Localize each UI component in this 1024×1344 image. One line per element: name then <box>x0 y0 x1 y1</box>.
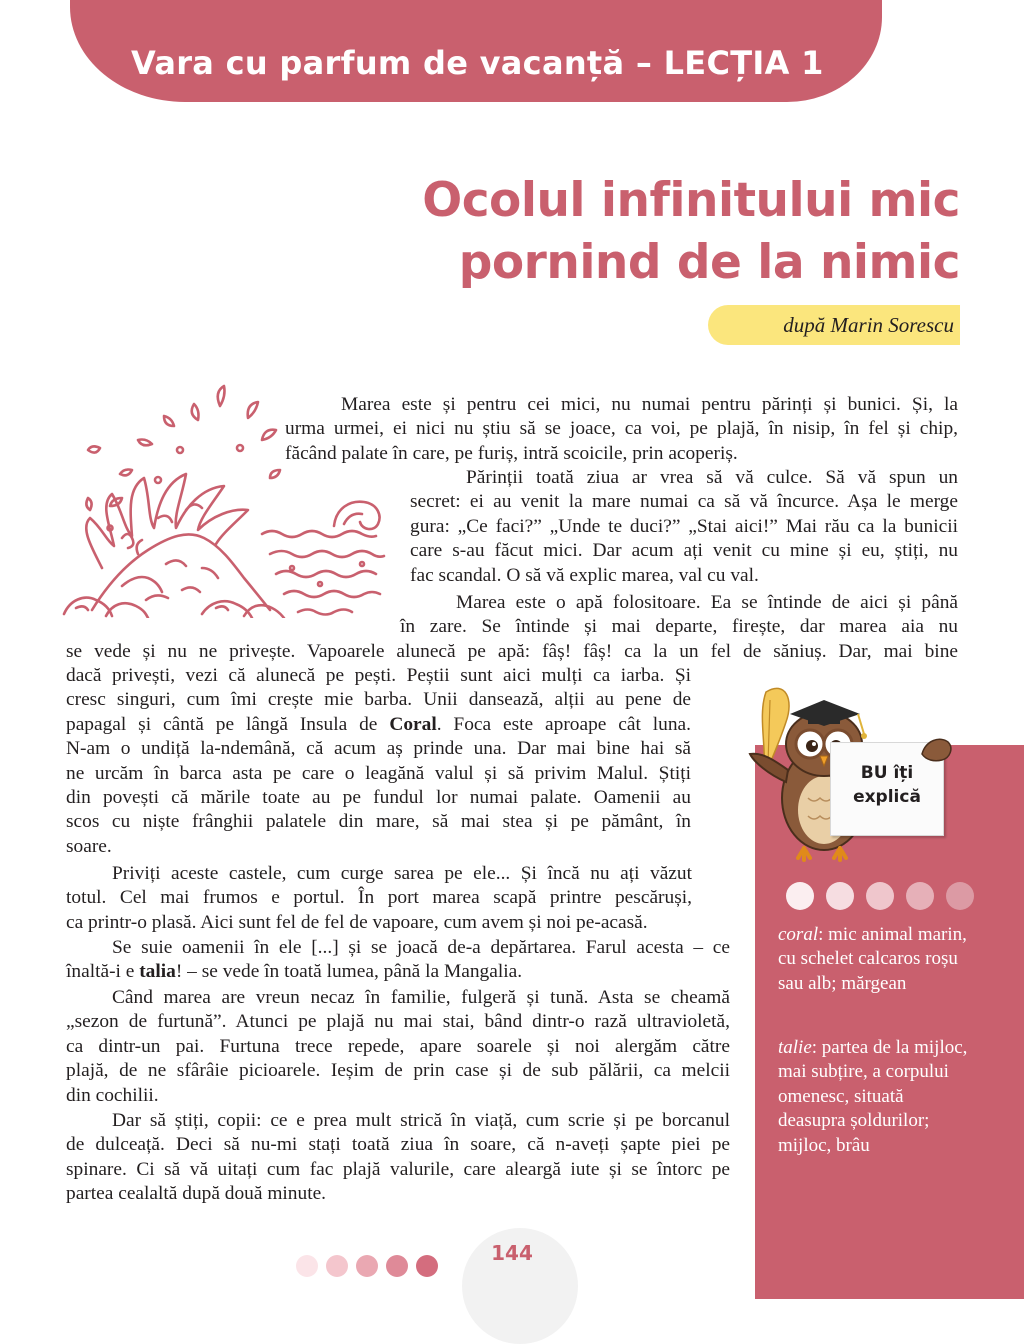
glossary-term: talie <box>778 1037 812 1058</box>
text-line: Marea este și pentru cei mici, nu numai pentru părinți și bunici. Și, la <box>341 394 958 415</box>
glossary-definition: : partea de la mijloc, mai subțire, a corpului omenesc, situată deasupra șoldurilor; mijloc, brâu <box>778 1037 968 1156</box>
text-segment: ! – se vede în toată lumea, până la Mangalia. <box>175 961 523 983</box>
paragraph-4 <box>66 862 726 935</box>
paragraph-6 <box>66 986 730 1108</box>
text-line: Priviți aceste castele, cum curge sarea pe ele... Și încă nu ați văzut <box>112 863 692 884</box>
text-line: ca printr-o plasă. Aici sunt fel de fel de vapoare, cum avem și noi pe-acasă. <box>66 911 648 933</box>
text-line: se vede și nu ne privește. Vapoarele alunecă pe apă: fâș! fâș! ca la un fel de săniuș. Dar, mai bine <box>66 641 958 662</box>
text-line: spinare. Ci să vă uitați cum fac plajă valurile, care aleargă iute și se întorc pe <box>66 1158 730 1180</box>
text-line: „sezon de furtună”. Atunci pe plajă nu mai stai, bând dintr-o rază ultravioletă, <box>66 1011 730 1033</box>
text-line: totul. Cel mai frumos e portul. În port marea scapă printre pescăruși, <box>66 887 692 909</box>
page-number: 144 <box>491 1241 533 1265</box>
text-line: ne urcăm în barca asta pe care o leagănă valul și să privim Malul. Știți <box>66 762 691 784</box>
text-segment: înaltă-i e <box>66 961 140 983</box>
sign-line-1: BU îți <box>860 763 914 783</box>
text-line: în zare. Se întinde și mai departe, firește, dar marea aia nu <box>400 616 958 638</box>
author-credit: după Marin Sorescu <box>783 313 954 337</box>
paragraph-7 <box>66 1109 730 1207</box>
owl-wing-icon <box>918 730 958 770</box>
paragraph-3-rest <box>66 664 691 859</box>
glossary-term-talie: talia <box>139 961 176 983</box>
lesson-label: Vara cu parfum de vacanță – LECȚIA 1 <box>131 44 824 82</box>
title-line-1: Ocolul infinitului mic <box>422 173 960 228</box>
text-line: N-am o undiță la-ndemână, că acum aș prinde una. Dar mai bine hai să <box>66 738 691 760</box>
text-line: Părinții toată ziua ar vrea să vă culce. Să vă spun un <box>466 467 958 488</box>
text-line: urma urmei, ei nici nu știu să se joace, ca voi, pe plajă, în nisip, în fel și chip, <box>285 418 958 440</box>
text-line: cresc singuri, cum îmi crește mie barba. Unii dansează, alții au pene de <box>66 689 691 711</box>
text-line: dacă privești, vezi că alunecă pe pești. Peștii sunt aici mulți ca iarba. Și <box>66 665 691 686</box>
text-line: Dar să știți, copii: ce e prea mult strică în viață, cum scrie și pe borcanul <box>112 1110 730 1131</box>
text-line: Marea este o apă folositoare. Ea se întinde de aici și până <box>456 592 958 613</box>
text-line: gura: „Ce faci?” „Unde te duci?” „Stai aici!” Mai rău ca la bunicii <box>410 515 958 537</box>
title-line-2: pornind de la nimic <box>458 235 960 290</box>
footer-dot <box>296 1255 318 1277</box>
dot <box>866 882 894 910</box>
text-line: ca dintr-un pai. Furtuna trece repede, apare soarele și noi alergăm către <box>66 1035 730 1057</box>
text-line: partea cealaltă după două minute. <box>66 1183 327 1205</box>
dot <box>786 882 814 910</box>
glossary-definition: : mic animal marin, cu schelet calcaros roșu sau alb; mărgean <box>778 924 967 994</box>
text-line: Se suie oamenii în ele [...] și se joacă de-a depărtarea. Farul acesta – ce <box>112 937 730 958</box>
text-line: care s-au făcut mici. Dar acum ați venit cu mine și eu, știți, nu <box>410 540 958 562</box>
footer-dot <box>386 1255 408 1277</box>
footer-dot <box>416 1255 438 1277</box>
footer-dot <box>326 1255 348 1277</box>
text-line: scos cu niște frânghii palatele din mare, să mai stea și pe pământ, în <box>66 811 691 833</box>
text-line: soare. <box>66 835 112 857</box>
paragraph-3-wide <box>66 640 958 664</box>
glossary-entry-talie <box>778 1036 968 1158</box>
sign-line-2: explică <box>853 787 921 807</box>
dot <box>906 882 934 910</box>
paragraph-3-top <box>400 591 958 640</box>
text-line: fac scandal. O să vă explic marea, val cu val. <box>410 564 759 586</box>
glossary-entry-coral <box>778 923 968 996</box>
dot <box>826 882 854 910</box>
paragraph-5 <box>66 936 730 985</box>
text-line: făcând palate în care, pe furiș, intră scoicile, prin acoperiș. <box>285 442 738 464</box>
text-line <box>66 713 691 737</box>
page-title <box>422 170 960 294</box>
glossary-term: coral <box>778 924 819 945</box>
dot <box>946 882 974 910</box>
text-line: plajă, de ne sfârâie picioarele. Ieșim de prin case și de sub pălării, ca melcii <box>66 1060 730 1082</box>
text-segment: papagal și cântă pe lângă Insula de <box>66 713 390 735</box>
text-line: Când marea are vreun necaz în familie, fulgeră și tună. Asta se cheamă <box>112 987 730 1008</box>
text-line: de dulceață. Deci să nu-mi stați toată ziua în soare, că n-aveți șapte piei pe <box>66 1134 730 1156</box>
paragraph-1 <box>285 393 958 466</box>
text-segment: . Foca este aproape cât luna. <box>436 713 692 735</box>
footer-dot <box>356 1255 378 1277</box>
text-line: din cochilii. <box>66 1084 159 1106</box>
glossary-term-coral: Coral <box>389 713 437 735</box>
paragraph-2 <box>410 466 958 588</box>
text-line: din povești că mările toate au pe fundul lor numai palate. Oamenii au <box>66 787 691 809</box>
text-line: secret: ei au venit la mare numai ca să vă încurce. Așa le merge <box>410 491 958 513</box>
